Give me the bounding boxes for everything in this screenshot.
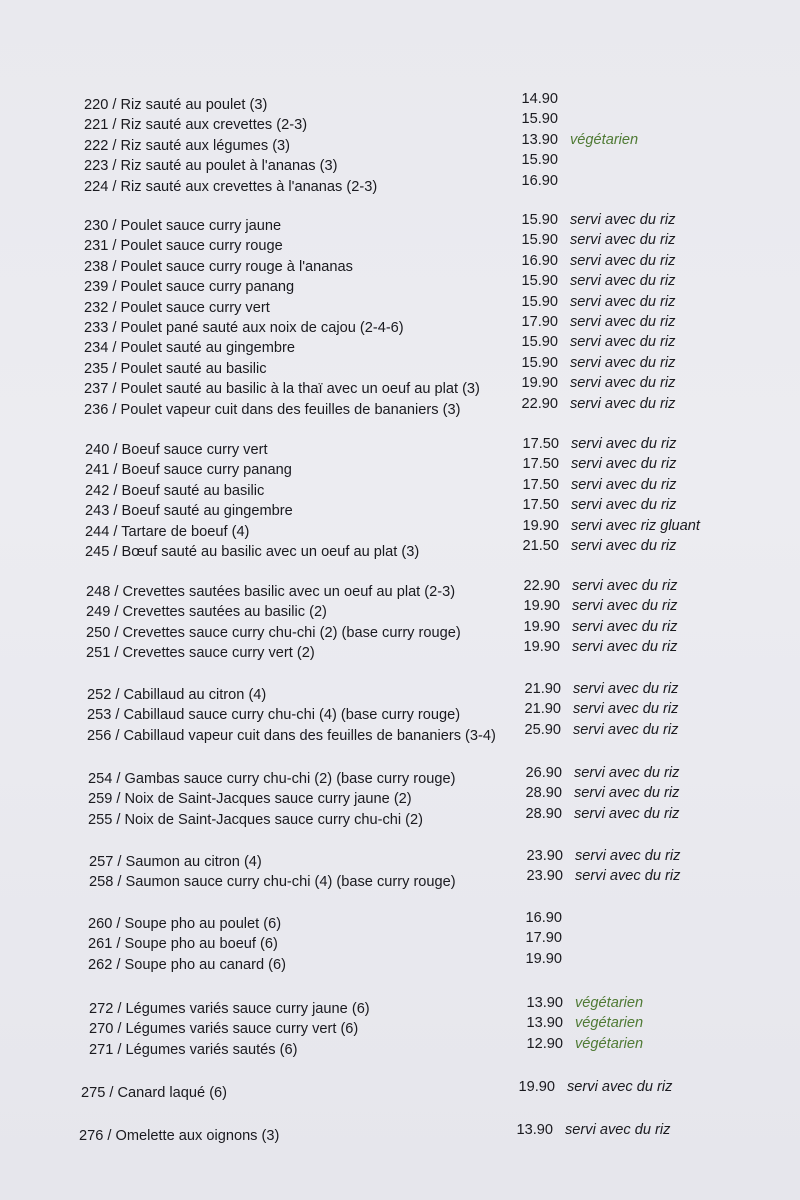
dish-price: 13.90 (526, 995, 563, 1011)
dish-name: 243 / Boeuf sauté au gingembre (85, 503, 293, 520)
side-note: servi avec du riz (571, 456, 677, 473)
dish-price: 19.90 (522, 517, 559, 534)
dish-name: 254 / Gambas sauce curry chu-chi (2) (base curry rouge) (88, 771, 456, 787)
dish-name: 276 / Omelette aux oignons (3) (79, 1128, 280, 1144)
menu-item-row (0, 172, 800, 196)
side-note: servi avec du riz (574, 785, 680, 802)
side-note: servi avec du riz (565, 1122, 671, 1138)
dish-price: 17.50 (522, 436, 559, 452)
side-note: servi avec du riz (570, 375, 676, 392)
menu-item-row (3, 721, 800, 745)
dish-price: 21.90 (524, 681, 561, 697)
dish-name: 272 / Légumes variés sauce curry jaune (6) (89, 1001, 370, 1017)
side-note: servi avec du riz (570, 212, 676, 228)
menu-item-row (4, 805, 800, 829)
dish-price: 16.90 (525, 910, 562, 926)
menu-item-row (4, 950, 800, 974)
dish-price: 12.90 (526, 1035, 563, 1052)
side-note: servi avec du riz (571, 436, 677, 452)
dish-name: 249 / Crevettes sautées au basilic (2) (86, 604, 327, 621)
dish-price: 15.90 (521, 111, 558, 128)
dish-name: 238 / Poulet sauce curry rouge à l'ananas (84, 258, 353, 275)
dish-price: 26.90 (525, 765, 562, 781)
dish-name: 258 / Saumon sauce curry chu-chi (4) (base curry rouge) (89, 874, 456, 891)
menu-item-row (4, 912, 800, 933)
menu-item-row (0, 316, 800, 337)
dish-name: 271 / Légumes variés sautés (6) (89, 1041, 298, 1058)
menu-item-row (2, 618, 800, 642)
dish-name: 223 / Riz sauté au poulet à l'ananas (3) (84, 158, 338, 175)
menu-item-row (3, 683, 800, 704)
dish-price: 13.90 (516, 1122, 553, 1138)
side-note: servi avec du riz (570, 252, 676, 269)
side-note: servi avec du riz (571, 476, 677, 493)
menu-item-row (0, 395, 800, 419)
menu-item-row (0, 113, 800, 134)
dish-price: 15.90 (521, 152, 558, 169)
side-note: servi avec du riz (570, 334, 676, 351)
dish-name: 242 / Boeuf sauté au basilic (85, 482, 265, 499)
dish-price: 14.90 (521, 91, 558, 107)
dish-name: 237 / Poulet sauté au basilic à la thaï avec un oeuf au plat (3) (84, 381, 480, 398)
dish-name: 270 / Légumes variés sauce curry vert (6) (89, 1021, 359, 1038)
menu-item-row (0, 293, 800, 317)
side-note: servi avec du riz (567, 1079, 673, 1095)
menu-item-row (5, 997, 800, 1018)
side-note: servi avec du riz (572, 639, 678, 656)
dish-name: 239 / Poulet sauce curry panang (84, 279, 295, 296)
dish-price: 19.90 (521, 375, 558, 392)
dish-price: 15.90 (521, 334, 558, 351)
dish-name: 256 / Cabillaud vapeur cuit dans des feuilles de bananiers (3-4) (87, 727, 496, 744)
side-note: servi avec du riz (573, 721, 679, 738)
dish-price: 19.90 (523, 618, 560, 635)
dish-name: 261 / Soupe pho au boeuf (6) (88, 936, 278, 953)
dish-name: 230 / Poulet sauce curry jaune (84, 218, 282, 234)
dish-name: 250 / Crevettes sauce curry chu-chi (2) (base curry rouge) (86, 624, 461, 641)
dish-name: 224 / Riz sauté aux crevettes à l'ananas (2-3) (84, 178, 378, 195)
menu-item-row (0, 131, 800, 155)
dish-price: 17.90 (525, 930, 562, 947)
dish-price: 28.90 (525, 805, 562, 822)
dish-price: 22.90 (521, 395, 558, 412)
side-note: servi avec du riz (575, 868, 681, 885)
side-note: servi avec du riz (571, 538, 677, 554)
dish-name: 262 / Soupe pho au canard (6) (88, 956, 286, 973)
dish-name: 251 / Crevettes sauce curry vert (2) (86, 645, 315, 662)
side-note: servi avec du riz (570, 314, 676, 330)
dish-name: 220 / Riz sauté au poulet (3) (84, 97, 268, 113)
side-note: servi avec du riz (571, 497, 677, 514)
dish-name: 221 / Riz sauté aux crevettes (2-3) (84, 117, 308, 134)
menu-item-row (0, 93, 800, 114)
side-note: servi avec du riz (573, 681, 679, 697)
dish-name: 241 / Boeuf sauce curry panang (85, 462, 292, 479)
dish-price: 16.90 (521, 252, 558, 269)
side-note: servi avec du riz (572, 598, 678, 615)
dish-price: 19.90 (523, 639, 560, 656)
dish-price: 13.90 (521, 131, 558, 148)
vegetarian-note: végétarien (575, 1015, 644, 1032)
dish-price: 23.90 (526, 848, 563, 864)
dish-name: 253 / Cabillaud sauce curry chu-chi (4) (base curry rouge) (87, 707, 461, 724)
vegetarian-note: végétarien (575, 1035, 644, 1052)
dish-price: 17.50 (522, 497, 559, 514)
menu-item-row (5, 1035, 800, 1059)
dish-name: 231 / Poulet sauce curry rouge (84, 238, 283, 255)
menu-item-row (1, 540, 800, 561)
dish-price: 19.90 (525, 950, 562, 967)
dish-price: 15.90 (521, 354, 558, 371)
dish-name: 259 / Noix de Saint-Jacques sauce curry jaune (2) (88, 791, 412, 808)
dish-price: 21.50 (522, 538, 559, 554)
menu-item-row (0, 252, 800, 276)
menu-item-row (5, 870, 800, 891)
vegetarian-note: végétarien (570, 131, 639, 148)
vegetarian-note: végétarien (575, 995, 644, 1011)
dish-price: 13.90 (526, 1015, 563, 1032)
menu-item-row (0, 354, 800, 378)
dish-price: 25.90 (524, 721, 561, 738)
dish-name: 234 / Poulet sauté au gingembre (84, 340, 295, 357)
menu-item-row (5, 1017, 800, 1038)
menu-item-row (2, 600, 800, 621)
dish-price: 21.90 (524, 701, 561, 718)
dish-name: 255 / Noix de Saint-Jacques sauce curry chu-chi (2) (88, 811, 424, 828)
menu-item-row (2, 641, 800, 662)
dish-price: 15.90 (521, 212, 558, 228)
dish-name: 244 / Tartare de boeuf (4) (85, 523, 250, 540)
dish-name: 260 / Soupe pho au poulet (6) (88, 916, 282, 932)
dish-price: 23.90 (526, 868, 563, 885)
dish-name: 257 / Saumon au citron (4) (89, 854, 262, 870)
menu-item-row (1, 476, 800, 500)
dish-name: 233 / Poulet pané sauté aux noix de cajou (2-4-6) (84, 320, 404, 336)
side-note: servi avec du riz (574, 765, 680, 781)
dish-price: 15.90 (521, 232, 558, 249)
dish-name: 222 / Riz sauté aux légumes (3) (84, 137, 291, 154)
side-note: servi avec du riz (575, 848, 681, 864)
menu-item-row (5, 850, 800, 871)
menu-item-row (3, 703, 800, 724)
dish-name: 252 / Cabillaud au citron (4) (87, 687, 267, 703)
menu-item-row (0, 1124, 795, 1145)
dish-name: 236 / Poulet vapeur cuit dans des feuilles de bananiers (3) (84, 401, 461, 418)
dish-name: 235 / Poulet sauté au basilic (84, 360, 267, 377)
side-note: servi avec du riz (573, 701, 679, 718)
menu-item-row (0, 377, 800, 398)
dish-name: 240 / Boeuf sauce curry vert (85, 442, 268, 458)
side-note: servi avec du riz (570, 273, 676, 290)
dish-name: 245 / Bœuf sauté au basilic avec un oeuf au plat (3) (85, 544, 420, 560)
side-note: servi avec du riz (570, 354, 676, 371)
dish-price: 28.90 (525, 785, 562, 802)
dish-name: 232 / Poulet sauce curry vert (84, 299, 270, 316)
dish-price: 17.50 (522, 456, 559, 473)
dish-price: 15.90 (521, 293, 558, 310)
side-note: servi avec riz gluant (571, 517, 700, 534)
side-note: servi avec du riz (572, 578, 678, 594)
menu-item-row (0, 234, 800, 255)
side-note: servi avec du riz (574, 805, 680, 822)
side-note: servi avec du riz (570, 232, 676, 249)
dish-price: 16.90 (521, 172, 558, 189)
menu-item-row (0, 154, 800, 175)
menu-item-row (0, 214, 800, 235)
dish-price: 17.90 (521, 314, 558, 330)
side-note: servi avec du riz (570, 293, 676, 310)
dish-price: 19.90 (523, 598, 560, 615)
menu-item-row (4, 787, 800, 808)
dish-name: 275 / Canard laqué (6) (81, 1085, 228, 1101)
menu-item-row (4, 932, 800, 953)
dish-price: 15.90 (521, 273, 558, 290)
dish-price: 17.50 (522, 476, 559, 493)
menu-item-row (4, 767, 800, 788)
menu-item-row (0, 275, 800, 296)
side-note: servi avec du riz (572, 618, 678, 635)
menu-item-row (1, 438, 800, 459)
menu-item-row (0, 1081, 797, 1102)
dish-price: 19.90 (518, 1079, 555, 1095)
side-note: servi avec du riz (570, 395, 676, 412)
menu-item-row (1, 517, 800, 541)
menu-item-row (2, 580, 800, 601)
dish-name: 248 / Crevettes sautées basilic avec un oeuf au plat (2-3) (86, 584, 456, 600)
menu-item-row (1, 458, 800, 479)
dish-price: 22.90 (523, 578, 560, 594)
menu-item-row (0, 336, 800, 357)
